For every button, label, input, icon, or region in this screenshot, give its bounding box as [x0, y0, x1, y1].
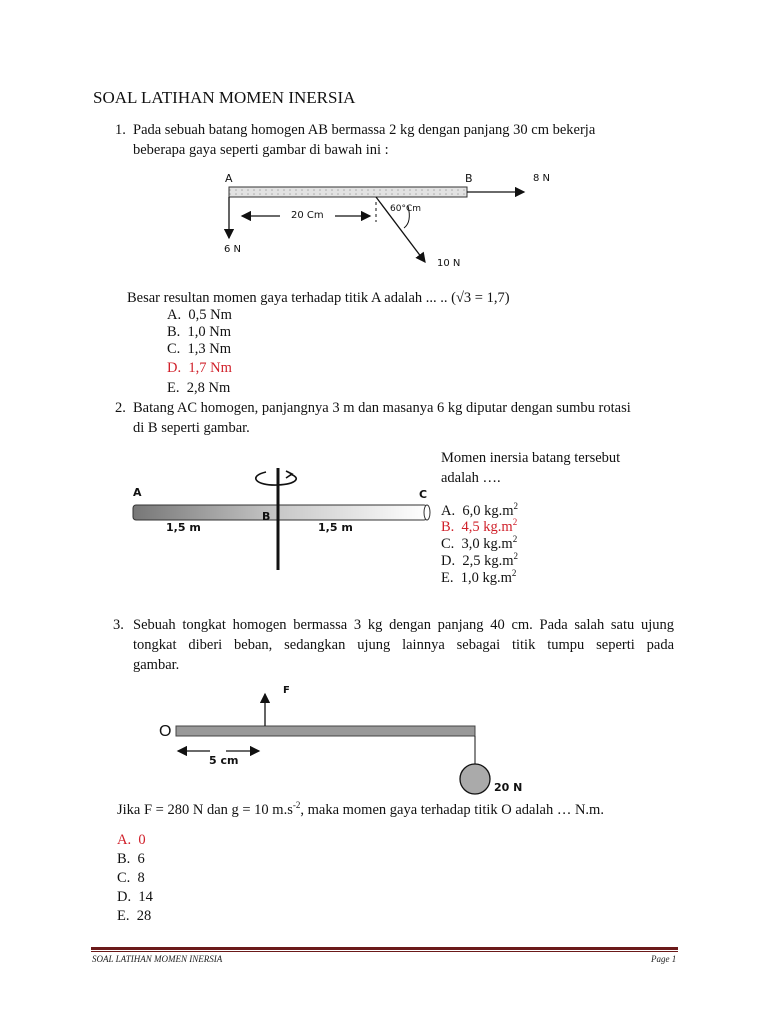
q1-diagram: [229, 187, 524, 262]
label-b: B: [262, 510, 271, 523]
label-o: O: [159, 723, 172, 740]
option-a[interactable]: A. 0,5 Nm: [167, 307, 232, 323]
q1-text-line2: beberapa gaya seperti gambar di bawah ini :: [133, 142, 389, 158]
stick: [176, 726, 475, 736]
q1-number: 1.: [115, 122, 126, 138]
q3-text-line1: Sebuah tongkat homogen bermassa 3 kg dengan panjang 40 cm. Pada salah satu ujung: [133, 617, 674, 633]
label-a: A: [225, 172, 233, 185]
footer-title: SOAL LATIHAN MOMEN INERSIA: [92, 954, 223, 964]
q2-number: 2.: [115, 400, 126, 416]
label-right-length: 1,5 m: [318, 521, 353, 534]
option-b[interactable]: B. 6: [117, 851, 145, 867]
label-a: A: [133, 486, 142, 499]
option-c[interactable]: C. 1,3 Nm: [167, 341, 232, 357]
q2-diagram: [133, 468, 430, 570]
q2-text-line2: di B seperti gambar.: [133, 420, 250, 436]
label-c: C: [419, 488, 428, 501]
label-b: B: [465, 172, 473, 185]
label-20n: 20 N: [494, 781, 523, 794]
option-d[interactable]: D. 2,5 $kg.m^2$: [441, 551, 519, 569]
rod-ab: [229, 187, 467, 197]
label-8n: 8 N: [533, 173, 551, 184]
option-e[interactable]: E. 2,8 Nm: [167, 380, 231, 396]
option-d-answer[interactable]: D. 1,7 Nm: [167, 360, 232, 376]
option-e[interactable]: E. 28: [117, 908, 152, 924]
q3-text-line3: gambar.: [133, 657, 180, 673]
page-title: SOAL LATIHAN MOMEN INERSIA: [93, 88, 356, 107]
q3-text-line2: tongkat diberi beban, sedangkan ujung lainnya sebagai titik tumpu seperti pada: [133, 637, 674, 653]
footer-rule: [91, 947, 678, 950]
option-c[interactable]: C. 3,0 $kg.m^2$: [441, 534, 518, 552]
option-a-answer[interactable]: A. 0: [117, 832, 146, 848]
label-10n: 10 N: [437, 258, 461, 269]
label-f: F: [283, 685, 290, 696]
option-d[interactable]: D. 14: [117, 889, 153, 905]
q2-question-line2: adalah ….: [441, 470, 501, 486]
q3-diagram: [176, 694, 490, 794]
label-20cm: 20 Cm: [291, 210, 324, 221]
option-b-answer[interactable]: B. 4,5 $kg.m^2$: [441, 517, 518, 535]
q1-text-line1: Pada sebuah batang homogen AB bermassa 2 kg dengan panjang 30 cm bekerja: [133, 122, 596, 138]
option-b[interactable]: B. 1,0 Nm: [167, 324, 232, 340]
option-c[interactable]: C. 8: [117, 870, 145, 886]
label-5cm: 5 cm: [209, 754, 239, 767]
q1-question: Besar resultan momen gaya terhadap titik A adalah ... .. (√3 = 1,7): [127, 290, 510, 306]
footer-page-number: Page 1: [651, 954, 677, 964]
option-e[interactable]: E. 1,0 $kg.m^2$: [441, 568, 517, 586]
label-angle: 60°Cm: [390, 204, 422, 214]
option-a[interactable]: A. 6,0 $kg.m^2$: [441, 501, 519, 519]
rod-end: [424, 505, 430, 520]
rod-ac: [133, 505, 427, 523]
label-left-length: 1,5 m: [166, 521, 201, 534]
q2-question-line1: Momen inersia batang tersebut: [441, 450, 621, 466]
q2-text-line1: Batang AC homogen, panjangnya 3 m dan masanya 6 kg diputar dengan sumbu rotasi: [133, 400, 631, 416]
label-6n: 6 N: [224, 244, 242, 255]
weight-ball: [460, 764, 490, 794]
q3-question: Jika F = 280 N dan g = 10 $m.s^{-2}$, maka momen gaya terhadap titik O adalah … N.m.: [117, 800, 604, 818]
q3-number: 3.: [113, 617, 124, 633]
